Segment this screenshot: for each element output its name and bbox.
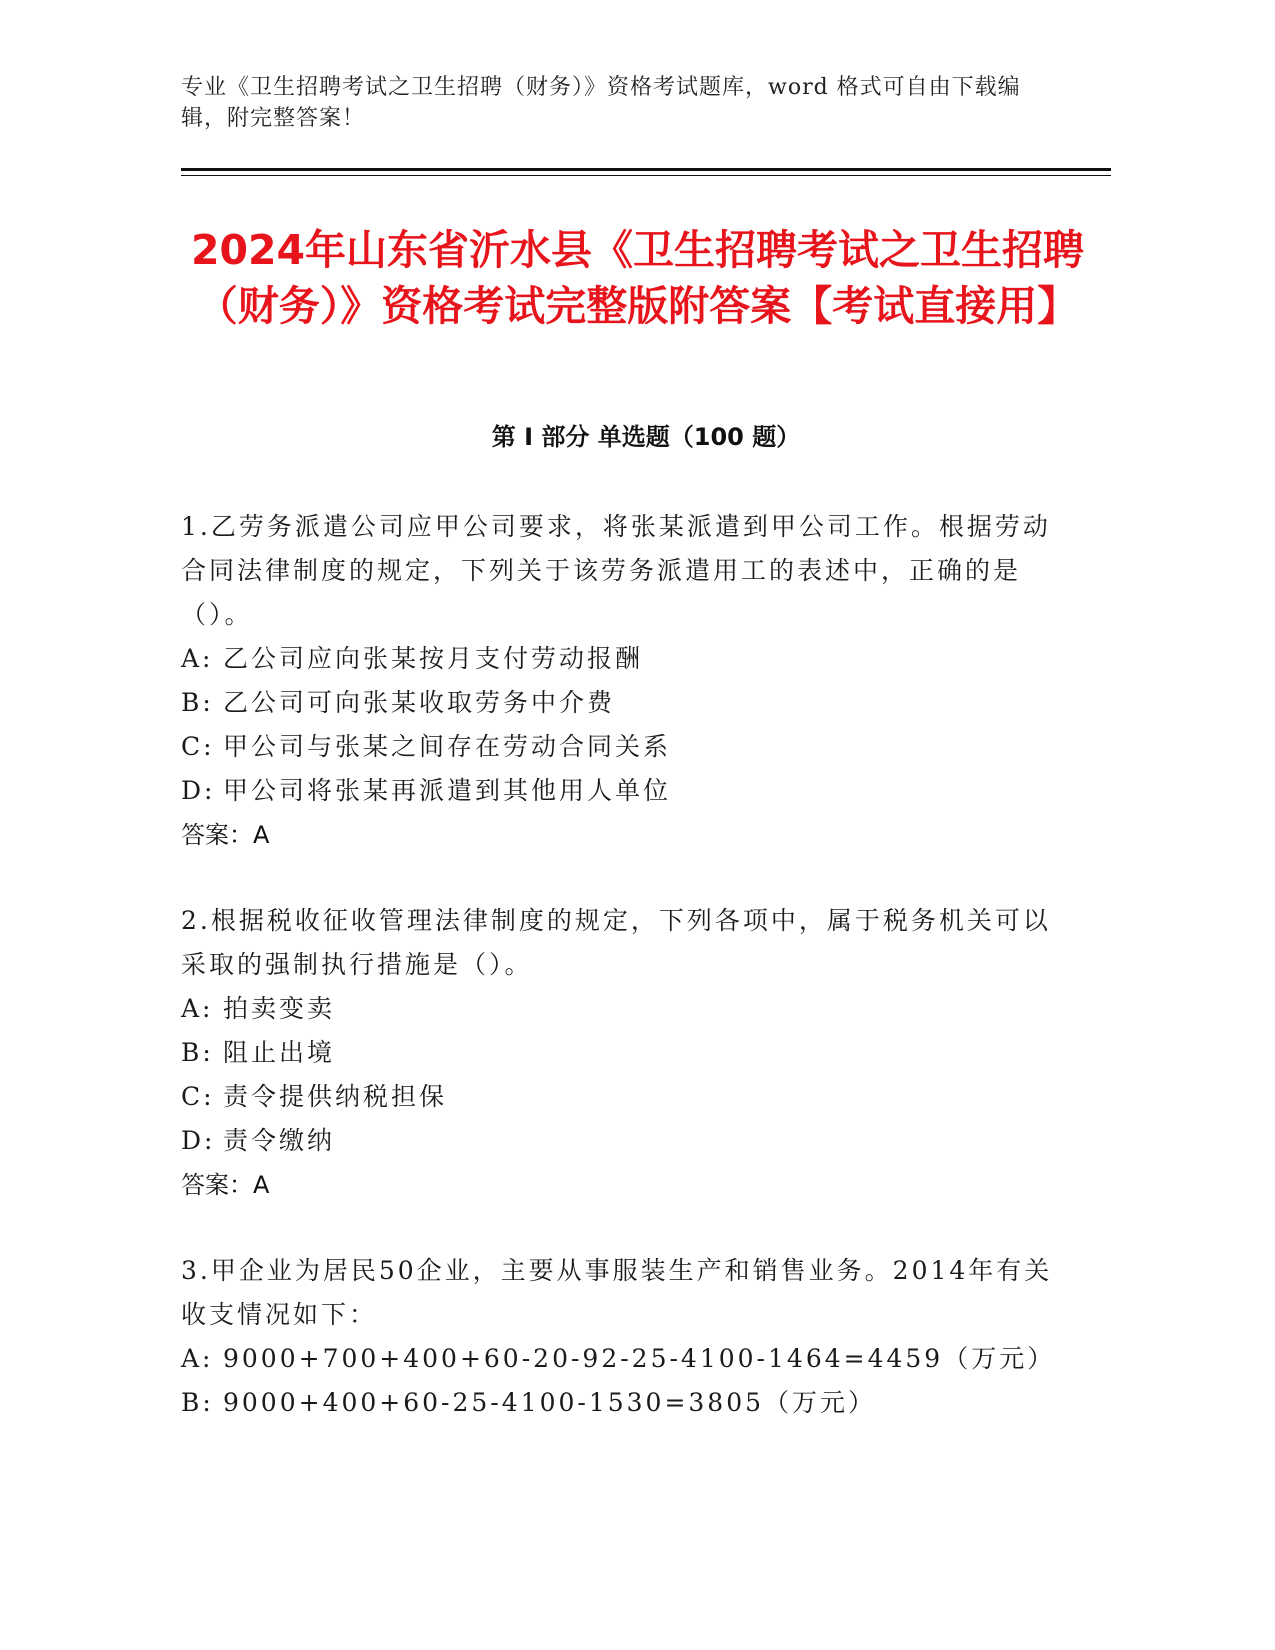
question-1 (181, 505, 1061, 857)
answer-line: 答案：A (181, 1171, 270, 1199)
option-text: 乙公司可向张某收取劳务中介费 (223, 688, 616, 717)
option-text: 9000+400+60-25-4100-1530=3805（万元） (223, 1388, 877, 1417)
option-a (181, 987, 1061, 1031)
question-2 (181, 899, 1061, 1207)
option-key: B: (181, 1388, 214, 1417)
header-divider-thick (181, 168, 1111, 171)
option-key: B: (181, 688, 214, 717)
option-a (181, 1337, 1061, 1381)
header-note: 专业《卫生招聘考试之卫生招聘（财务）》资格考试题库，word 格式可自由下载编辑，附完整答案！ (181, 75, 1021, 131)
option-c (181, 1075, 1061, 1119)
option-d (181, 1119, 1061, 1163)
option-b (181, 1381, 1061, 1425)
option-key: A: (181, 644, 214, 673)
option-b (181, 1031, 1061, 1075)
option-text: 拍卖变卖 (223, 994, 336, 1023)
option-text: 甲公司与张某之间存在劳动合同关系 (223, 732, 672, 761)
option-key: A: (181, 1344, 214, 1373)
option-text: 乙公司应向张某按月支付劳动报酬 (223, 644, 644, 673)
header-divider-thin (181, 175, 1111, 176)
option-key: B: (181, 1038, 214, 1067)
option-key: C: (181, 1082, 215, 1111)
option-key: D: (181, 776, 216, 805)
option-text: 甲公司将张某再派遣到其他用人单位 (223, 776, 672, 805)
option-b (181, 681, 1061, 725)
option-key: A: (181, 994, 214, 1023)
question-3 (181, 1249, 1061, 1425)
option-key: C: (181, 732, 215, 761)
option-key: D: (181, 1126, 216, 1155)
document-title: 2024年山东省沂水县《卫生招聘考试之卫生招聘（财务）》资格考试完整版附答案【考试直接用】 (190, 226, 1085, 330)
option-text: 9000+700+400+60-20-92-25-4100-1464=4459（万元） (223, 1344, 1056, 1373)
option-text: 责令提供纳税担保 (223, 1082, 448, 1111)
question-stem: 2.根据税收征收管理法律制度的规定，下列各项中，属于税务机关可以采取的强制执行措施是（）。 (181, 906, 1051, 979)
option-c (181, 725, 1061, 769)
option-d (181, 769, 1061, 813)
question-stem: 3.甲企业为居民50企业，主要从事服装生产和销售业务。2014年有关收支情况如下： (181, 1256, 1053, 1329)
question-stem: 1.乙劳务派遣公司应甲公司要求，将张某派遣到甲公司工作。根据劳动合同法律制度的规定，下列关于该劳务派遣用工的表述中，正确的是（）。 (181, 512, 1051, 629)
option-a (181, 637, 1061, 681)
option-text: 责令缴纳 (223, 1126, 336, 1155)
option-text: 阻止出境 (223, 1038, 336, 1067)
section-title: 第 I 部分 单选题（100 题） (491, 423, 801, 451)
question-list (181, 505, 1061, 1467)
answer-line: 答案：A (181, 821, 270, 849)
